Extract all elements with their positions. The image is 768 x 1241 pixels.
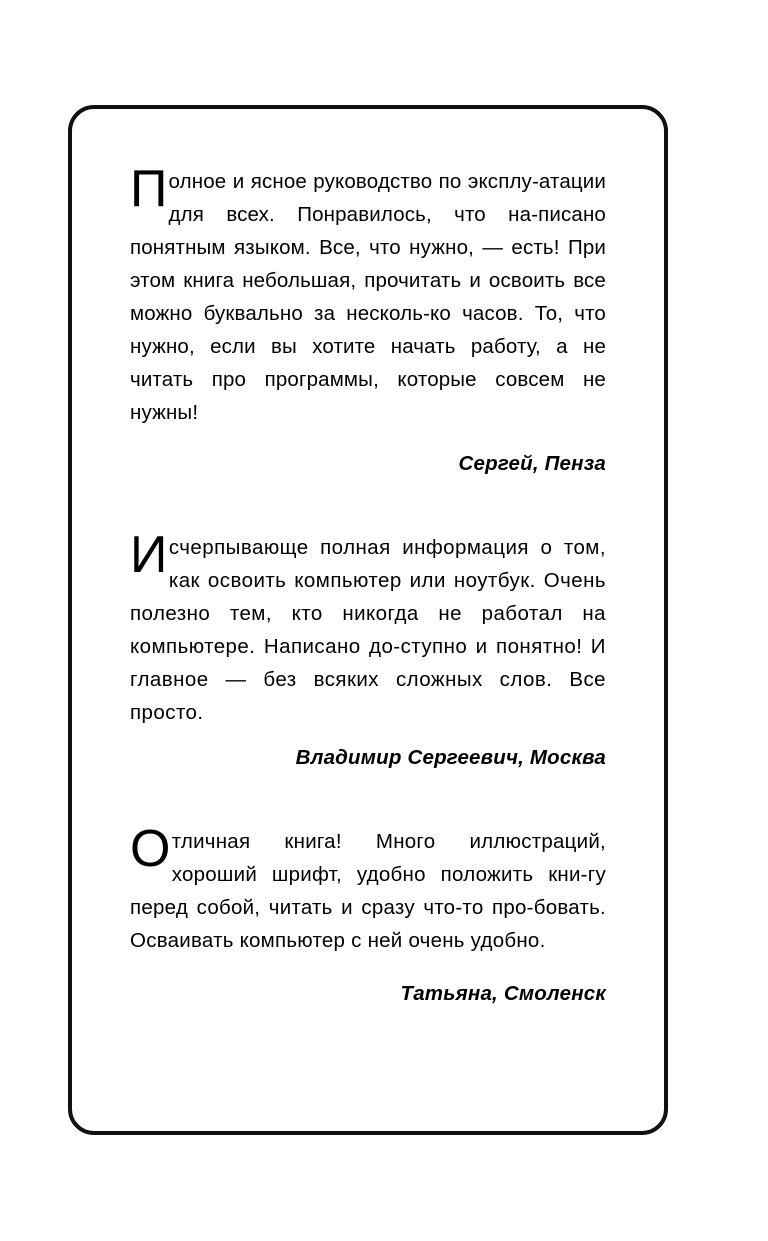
drop-cap-letter: П bbox=[130, 160, 168, 218]
review-body bbox=[130, 160, 606, 429]
review-signature: Сергей, Пенза bbox=[458, 452, 606, 475]
review-body bbox=[130, 526, 606, 729]
drop-cap-letter: О bbox=[130, 820, 171, 878]
review-text: счерпывающе полная информация о том, как освоить компьютер или ноутбук. Очень полезно тем, кто никогда не работал на компьютере. Написано до-ступно и понятно! И главное — без всяких сложных слов. Все просто. bbox=[130, 536, 606, 724]
review-block bbox=[130, 160, 606, 479]
review-block bbox=[130, 820, 606, 1009]
reviews-container bbox=[130, 160, 606, 1009]
review-signature: Татьяна, Смоленск bbox=[400, 982, 606, 1005]
drop-cap-letter: И bbox=[130, 526, 168, 584]
review-body bbox=[130, 820, 606, 957]
review-text: тличная книга! Много иллюстраций, хороший шрифт, удобно положить кни-гу перед собой, читать и сразу что-то про-бовать. Осваивать компьютер с ней очень удобно. bbox=[130, 830, 606, 952]
review-signature: Владимир Сергеевич, Москва bbox=[295, 746, 606, 769]
review-text: олное и ясное руководство по эксплу-атации для всех. Понравилось, что на-писано понятным языком. Все, что нужно, — есть! При этом книга небольшая, прочитать и освоить все можно буквально за несколь-ко часов. То, что нужно, если вы хотите начать работу, а не читать про программы, которые совсем не нужны! bbox=[130, 170, 606, 424]
review-block bbox=[130, 526, 606, 773]
